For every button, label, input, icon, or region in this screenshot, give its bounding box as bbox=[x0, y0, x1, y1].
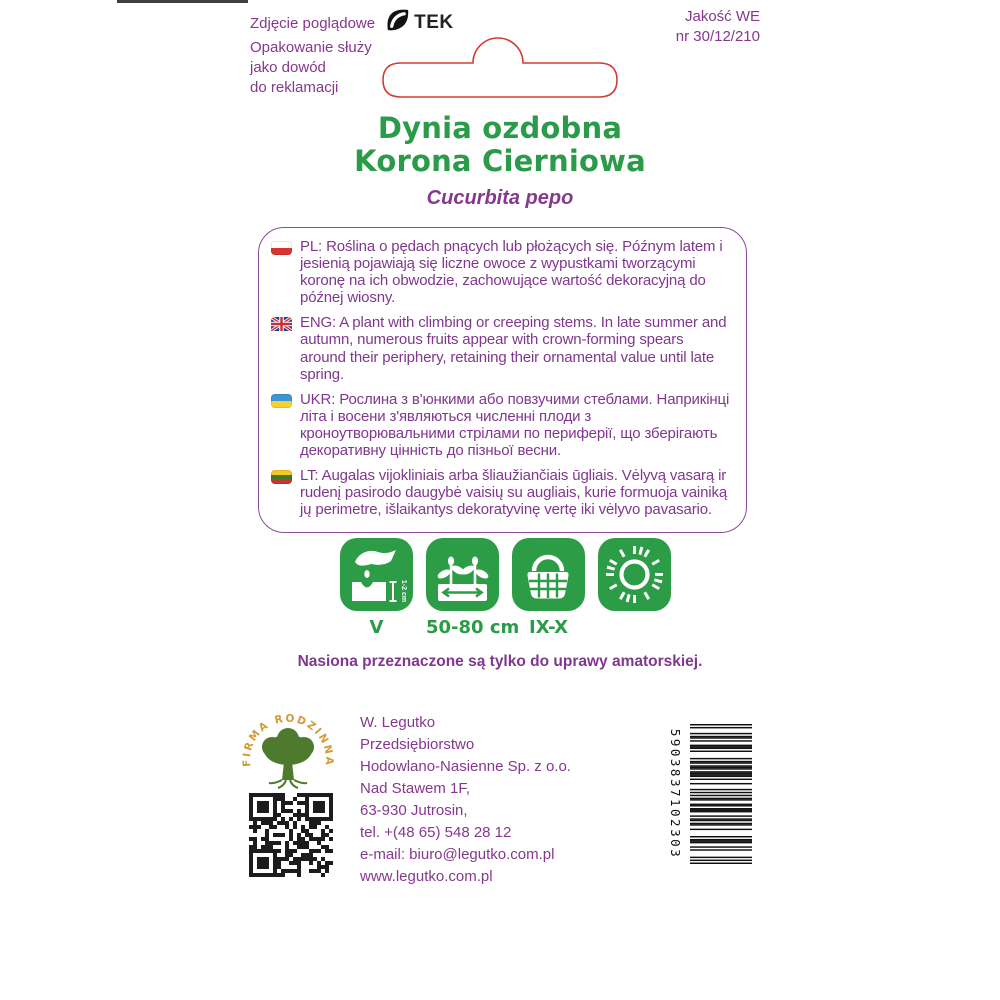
barcode-number: 5903837102303 bbox=[668, 728, 683, 860]
sun-icon bbox=[598, 538, 671, 611]
packet-edge-strip bbox=[117, 0, 248, 3]
page-title-line1: Dynia ozdobna bbox=[377, 111, 623, 145]
company-website: www.legutko.com.pl bbox=[360, 868, 493, 885]
packaging-note: Opakowanie służy jako dowód do reklamacji bbox=[250, 39, 372, 96]
tree-icon bbox=[262, 728, 314, 780]
pictogram-row bbox=[340, 538, 671, 611]
plant-spacing-icon bbox=[426, 538, 499, 611]
company-name: W. Legutko bbox=[360, 714, 436, 731]
barcode-bars bbox=[685, 724, 752, 864]
sowing-depth-icon bbox=[340, 538, 413, 611]
sowing-depth-value: 1-2 cm bbox=[400, 579, 407, 603]
spacing-label: 50-80 cm bbox=[426, 617, 520, 638]
description-lt: LT: Augalas vijokliniais arba šliaužiančiais ūgliais. Vėlyvą vasarą ir rudenį pasirodo daugybė vaisių su augliais, kurie formuoja vainiką jų perimetre, išlaikantys dekoratyvinę vertę iki vėlyvo pavasario. bbox=[271, 467, 732, 518]
description-ukr: UKR: Рослина з в'юнкими або повзучими стеблами. Наприкінці літа і восени з'являються численні плоди з кроноутворювальними стрілами по периферії, що зберігають декоративну цінність до пізньої весни. bbox=[271, 391, 732, 459]
harvest-basket-icon bbox=[512, 538, 585, 611]
description-eng: ENG: A plant with climbing or creeping stems. In late summer and autumn, numerous fruits appear with crown-forming spears around their periphery, retaining their ornamental value until late spring. bbox=[271, 314, 732, 382]
latin-name: Cucurbita pepo bbox=[426, 187, 574, 209]
tek-label: TEK bbox=[414, 12, 454, 33]
company-address: W. Legutko Przedsiębiorstwo Hodowlano-Nasienne Sp. z o.o. Nad Stawem 1F, 63-930 Jutrosin, tel. +(48 65) 548 28 12 e-mail: biuro@legutko.com.pl www.legutko.com.pl bbox=[360, 712, 571, 888]
page-title-line2: Korona Cierniowa bbox=[354, 144, 646, 178]
harvest-months-label: IX-X bbox=[529, 617, 568, 638]
quality-note: Jakość WE nr 30/12/210 bbox=[675, 8, 760, 45]
barcode bbox=[666, 724, 752, 864]
poland-flag-icon bbox=[271, 241, 292, 255]
uk-flag-icon bbox=[271, 317, 292, 382]
company-phone: tel. +(48 65) 548 28 12 bbox=[360, 824, 512, 841]
description-pl: PL: Roślina o pędach pnących lub płożących się. Późnym latem i jesienią pojawiają się liczne owoce z wypustkami tworzącymi koronę na ich obwodzie, zachowujące wartość dekoracyjną do późnej wiosny. bbox=[271, 238, 732, 306]
title-block bbox=[240, 112, 760, 210]
sowing-month-label: V bbox=[369, 617, 384, 638]
qr-code bbox=[249, 793, 333, 877]
logo-arc-text: FIRMA RODZINNA bbox=[242, 712, 334, 768]
photo-note-label: Zdjęcie poglądowe bbox=[250, 14, 376, 32]
amateur-use-note: Nasiona przeznaczone są tylko do uprawy amatorskiej. bbox=[297, 653, 703, 670]
pictogram-labels bbox=[340, 617, 585, 638]
description-box bbox=[258, 227, 747, 533]
euro-hang-slot bbox=[378, 30, 622, 110]
lithuania-flag-icon bbox=[271, 470, 292, 484]
company-email: e-mail: biuro@legutko.com.pl bbox=[360, 846, 555, 863]
ukraine-flag-icon bbox=[271, 394, 292, 408]
